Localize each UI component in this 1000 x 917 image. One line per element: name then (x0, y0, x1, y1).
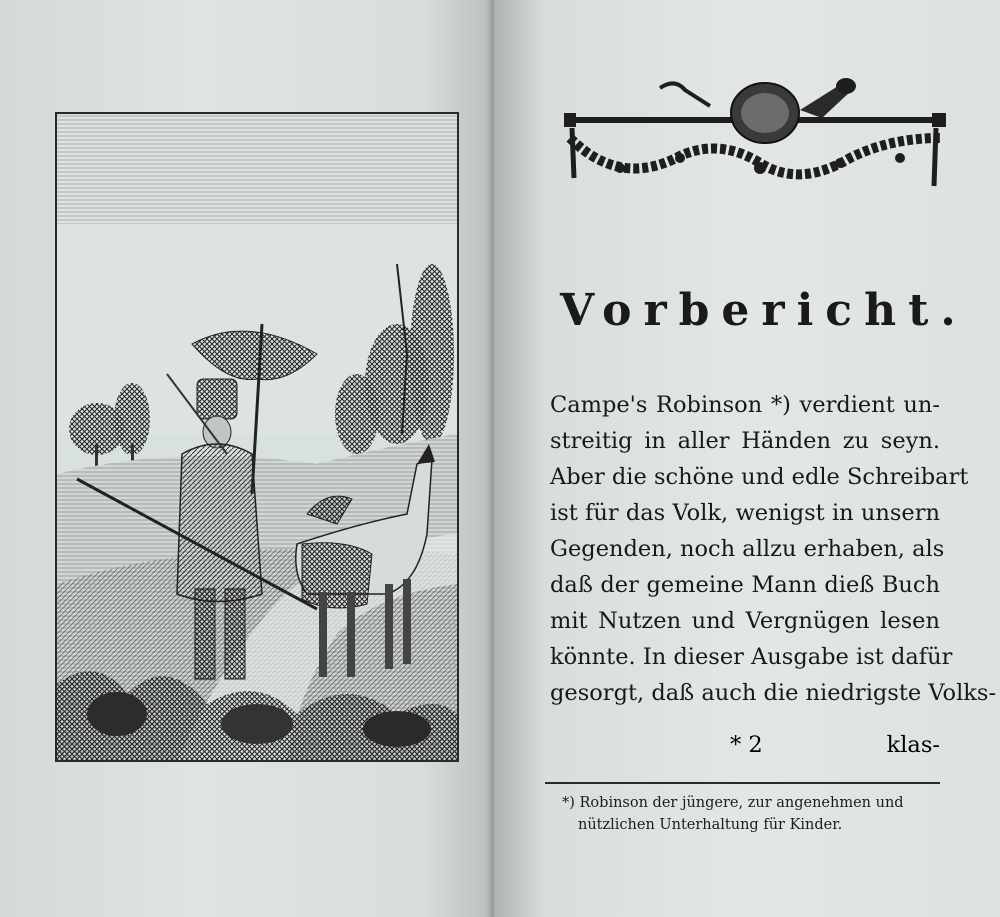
left-page (0, 0, 494, 917)
text-line: mit Nutzen und Vergnügen lesen (550, 608, 940, 634)
text-line: ist für das Volk, wenigst in unsern (550, 500, 940, 526)
engraving-illustration (57, 114, 457, 760)
text-line: Gegenden, noch allzu erhaben, als (550, 536, 945, 562)
footnote-line: *) Robinson der jüngere, zur angenehmen und (562, 795, 904, 811)
signature-line (550, 727, 940, 763)
frontispiece-engraving (55, 112, 459, 762)
footnote-rule (545, 782, 940, 784)
text-line: Campe's Robinson *) verdient un- (550, 392, 940, 418)
text-line: Aber die schöne und edle Schreibart (550, 464, 969, 490)
text-line: streitig in aller Händen zu seyn. (550, 428, 940, 454)
signature-mark: * 2 (730, 732, 763, 758)
text-line: könnte. In dieser Ausgabe ist dafür (550, 644, 953, 670)
page-heading: Vorbericht. (560, 285, 968, 336)
catchword: klas- (886, 732, 940, 758)
text-line: daß der gemeine Mann dieß Buch (550, 572, 940, 598)
footnote (562, 792, 947, 836)
headpiece-ornament (560, 68, 950, 198)
footnote-line: nützlichen Unterhaltung für Kinder. (578, 817, 843, 833)
text-line: gesorgt, daß auch die niedrigste Volks- (550, 680, 997, 706)
preface-text (550, 387, 997, 711)
